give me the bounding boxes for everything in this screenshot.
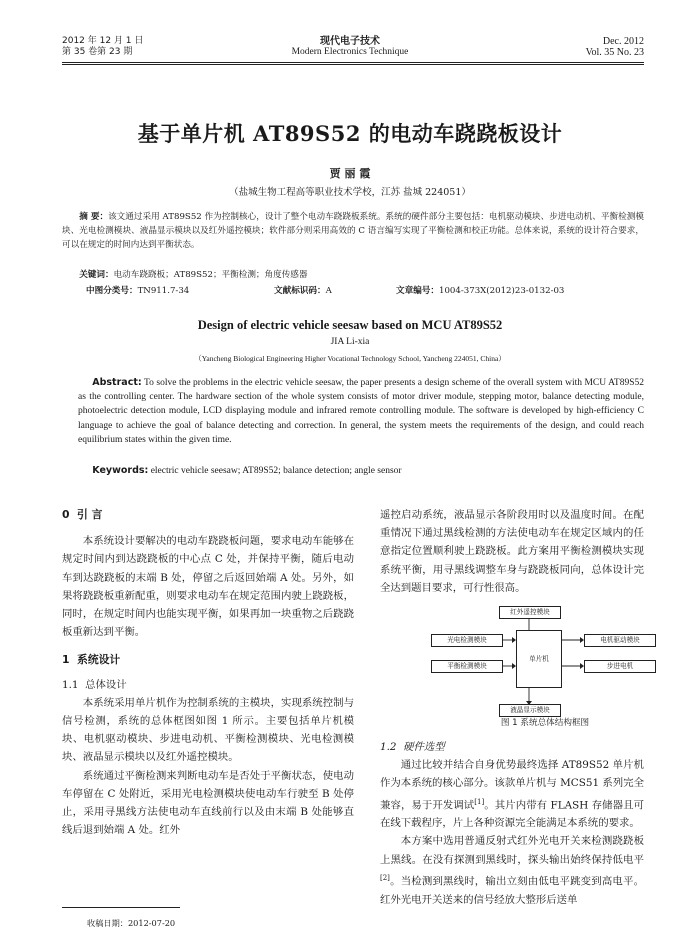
keywords-cn-text: 电动车跷跷板；AT89S52；平衡检测；角度传感器 <box>113 270 308 280</box>
abstract-en <box>78 376 644 447</box>
citation-2[interactable]: [2] <box>380 873 390 882</box>
section-heading-intro: 0 引 言 <box>62 508 103 521</box>
stepper-motor-box: 步进电机 <box>584 660 656 673</box>
overall-design-paragraph: 本系统采用单片机作为控制系统的主模块，实现系统控制与信号检测，系统的总体框图如图 1 所示。主要包括单片机模块、电机驱动模块、步进电动机、平衡检测模块、光电检测模块、液晶显示模块以及红外遥控模块。 <box>62 696 354 764</box>
abstract-cn-text: 该文通过采用 AT89S52 作为控制核心，设计了整个电动车跷跷板系统。系统的硬件部分主要包括：电机驱动模块、步进电动机、平衡检测模块、光电检测模块、液晶显示模块以及红外遥控模块；软件部分则采用高效的 C 语言编写实现了平衡检测和校正功能。总体来说，系统的设计符合要求，可以在规定的时间内达到平衡状态。 <box>62 212 644 250</box>
clc-code: 中图分类号：TN911.7-34 <box>86 286 190 296</box>
journal-name-en: Modern Electronics Technique <box>291 47 409 57</box>
right-column-top <box>380 506 644 597</box>
header-rule-2 <box>62 64 644 65</box>
abstract-cn-label: 摘 要： <box>79 212 109 222</box>
lcd-module-box: 液晶显示模块 <box>499 704 561 717</box>
abstract-cn <box>62 210 644 252</box>
ir-remote-module-box: 红外遥控模块 <box>499 606 561 619</box>
journal-name-cn: 现代电子技术 <box>320 36 380 47</box>
header-issue-en: Vol. 35 No. 23 <box>585 47 644 58</box>
abstract-en-label: Abstract: <box>92 377 142 388</box>
affiliation-en: （Yancheng Biological Engineering Higher Vocational Technology School, Yancheng 224051, China） <box>194 354 506 363</box>
keywords-en-text: electric vehicle seesaw; AT89S52; balance detection; angle sensor <box>148 466 402 476</box>
paper-title-en: Design of electric vehicle seesaw based on MCU AT89S52 <box>197 318 503 332</box>
continued-paragraph: 遥控启动系统，液晶显示各阶段用时以及温度时间。在配重情况下通过黑线检测的方法使电动车在规定区域内的任意指定位置顺利驶上跷跷板。此方案用平衡检测模块实现系统平衡，用寻黑线调整车身与跷跷板同向，总体设计完全达到题目要求，可行性很高。 <box>380 509 644 594</box>
affiliation-cn: （盐城生物工程高等职业技术学校，江苏 盐城 224051） <box>229 187 471 198</box>
header-issue: 第 35 卷第 23 期 <box>62 47 133 57</box>
keywords-cn <box>62 268 644 282</box>
header-rule <box>62 62 644 63</box>
abstract-en-text: To solve the problems in the electric vehicle seesaw, the paper presents a design scheme of the overall system with MCU AT89S52 as the controlling center. The hardware section of the whole system consists of motor driver module, stepping motor, balance detecting module, photoelectric detection module, LCD displaying module and infrared remote controlling module. The software is developed by high-efficiency C language to achieve the goal of balance detecting and correction. In general, the system meets the requirements of the design, and could reach equilibrium states within the given time. <box>78 378 644 445</box>
header-right <box>586 36 644 58</box>
keywords-en-label: Keywords: <box>92 465 149 476</box>
author-cn: 贾 丽 霞 <box>329 167 371 180</box>
balance-paragraph: 系统通过平衡检测来判断电动车是否处于平衡状态，使电动车停留在 C 处附近，采用光电检测模块使电动车行驶至 B 处停止，采用寻黑线方法使电动车直线前行以及由末端 B 处能够直线后退到始端 A 处。红外 <box>62 769 354 837</box>
doc-code: 文献标识码：A <box>274 286 332 296</box>
footnote-rule <box>62 907 180 908</box>
author-en: JIA Li-xia <box>330 337 370 347</box>
mcu-box: 单片机 <box>516 630 562 688</box>
subsection-heading-hardware: 1.2 硬件选型 <box>380 741 445 753</box>
hardware-paragraph: 通过比较并结合自身优势最终选择 AT89S52 单片机作为本系统的核心部分。该款单片机与 MCS51 系列完全兼容，易于开发调试[1]。其片内带有 FLASH 存储器且可在线下载程序，片上各种资源完全能满足本系统的要求。 <box>380 759 644 830</box>
motor-driver-module-box: 电机驱动模块 <box>584 634 656 647</box>
left-column <box>62 506 354 839</box>
keywords-en <box>78 464 644 478</box>
paper-title-cn: 基于单片机 AT89S52 的电动车跷跷板设计 <box>137 121 563 146</box>
keywords-cn-label: 关键词： <box>79 270 114 280</box>
photoelectric-module-box: 光电检测模块 <box>431 634 503 647</box>
header-date: 2012 年 12 月 1 日 <box>62 36 144 46</box>
intro-paragraph: 本系统设计要解决的电动车跷跷板问题，要求电动车能够在规定时间内到达跷跷板的中心点 C 处，并保持平衡，随后电动车到达跷跷板的末端 B 处，停留之后返回始端 A 处。另外，如果将跷跷板重新配重，则要求电动车在规定范围内驶上跷跷板，同时，在规定时间内也能实现平衡，如果再加一块重物之后跷跷板重新达到平衡。 <box>62 535 354 639</box>
figure-caption: 图 1 系统总体结构框图 <box>500 718 590 728</box>
section-heading-design: 1 系统设计 <box>62 653 121 667</box>
citation-1[interactable]: [1] <box>474 797 485 806</box>
subsection-heading-overall: 1.1 总体设计 <box>62 678 127 691</box>
sensor-paragraph: 本方案中选用普通反射式红外光电开关来检测跷跷板上黑线。在没有探测到黑线时，探头输出始终保持低电平[2]。当检测到黑线时，输出立刻由低电平跳变到高电平。红外光电开关送来的信号经放大整形后送单 <box>380 835 644 906</box>
header-date-en: Dec. 2012 <box>602 36 644 47</box>
article-number: 文章编号：1004-373X(2012)23-0132-03 <box>396 286 565 296</box>
received-date: 收稿日期：2012-07-20 <box>87 918 176 928</box>
right-column-bottom <box>380 738 644 909</box>
balance-module-box: 平衡检测模块 <box>431 660 503 673</box>
